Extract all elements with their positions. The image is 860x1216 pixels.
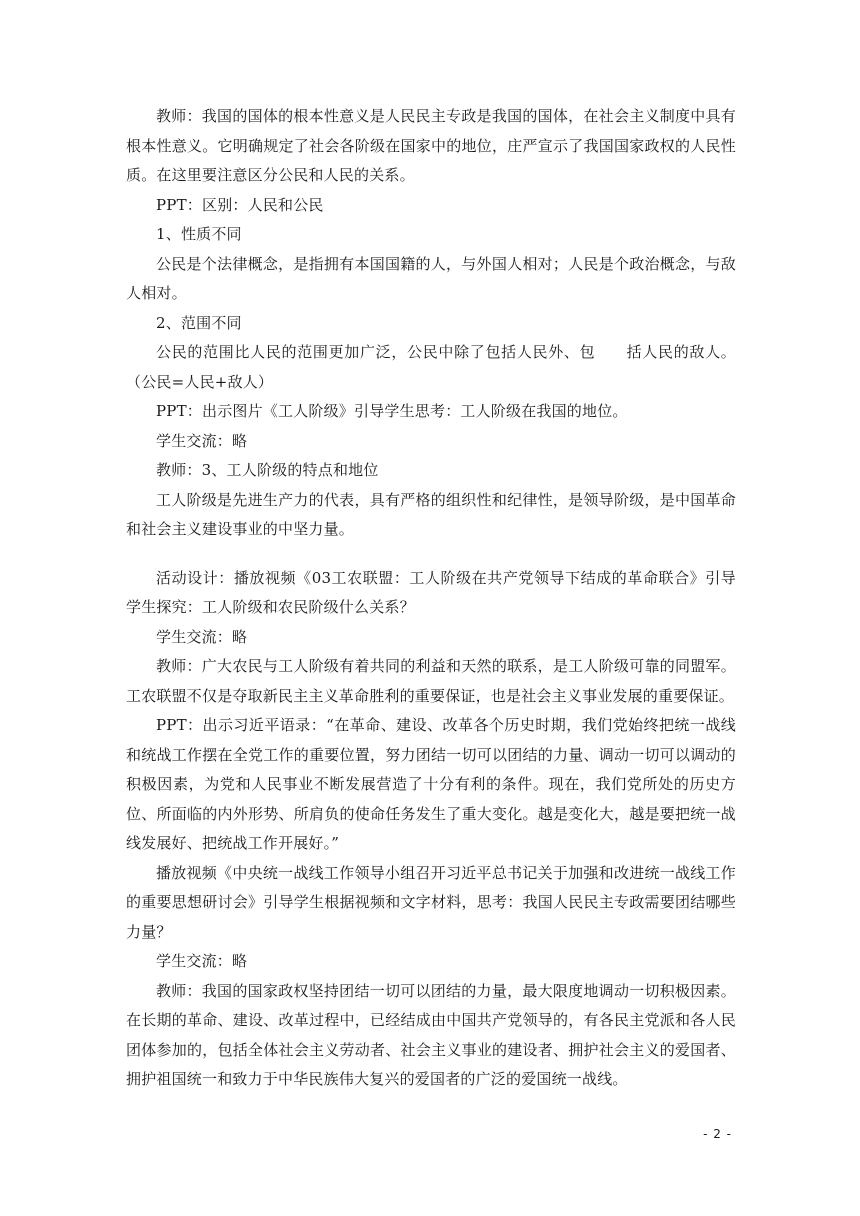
paragraph-ppt-working-class-image: PPT：出示图片《工人阶级》引导学生思考：工人阶级在我国的地位。 (156, 402, 628, 420)
paragraph-student-exchange: 学生交流：略 (156, 952, 248, 970)
paragraph-teacher-alliance: 教师：广大农民与工人阶级有着共同的利益和天然的联系，是工人阶级可靠的同盟军。工农联盟不仅是夺取新民主主义革命胜利的重要保证，也是社会主义事业发展的重要保证。 (126, 657, 736, 705)
paragraph-activity-design: 活动设计：播放视频《03工农联盟：工人阶级在共产党领导下结成的革命联合》引导学生探究：工人阶级和农民阶级什么关系？ (126, 568, 736, 616)
paragraph-student-exchange: 学生交流：略 (156, 431, 248, 450)
paragraph-student-exchange: 学生交流：略 (156, 627, 248, 646)
paragraph-gap (126, 545, 736, 564)
paragraph-teacher-united-front: 教师：我国的国家政权坚持团结一切可以团结的力量，最大限度地调动一切积极因素。在长期的革命、建设、改革过程中，已经结成由中国共产党领导的，有各民主党派和各人民团体参加的，包括全体社会主义劳动者、社会主义事业的建设者、拥护社会主义的爱国者、拥护祖国统一和致力于中华民族伟大复兴的爱国者的广泛的爱国统一战线。 (126, 981, 736, 1088)
paragraph-citizen-definition: 公民是个法律概念，是指拥有本国国籍的人，与外国人相对；人民是个政治概念，与敌人相对。 (126, 254, 736, 302)
paragraph-ppt-difference: PPT：区别：人民和公民 (156, 195, 324, 214)
paragraph-heading-nature: 1、性质不同 (156, 225, 242, 243)
paragraph-video-united-front: 播放视频《中央统一战线工作领导小组召开习近平总书记关于加强和改进统一战线工作的重要思想研讨会》引导学生根据视频和文字材料，思考：我国人民民主专政需要团结哪些力量？ (126, 863, 736, 941)
paragraph-teacher-state-nature: 教师：我国的国体的根本性意义是人民民主专政是我国的国体，在社会主义制度中具有根本性意义。它明确规定了社会各阶级在国家中的地位，庄严宣示了我国国家政权的人民性质。在这里要注意区分公民和人民的关系。 (126, 107, 736, 184)
paragraph-working-class-features: 工人阶级是先进生产力的代表，具有严格的组织性和纪律性，是领导阶级，是中国革命和社会主义建设事业的中坚力量。 (126, 490, 736, 538)
paragraph-teacher-working-class: 教师：3、工人阶级的特点和地位 (156, 461, 379, 479)
paragraph-citizen-scope: 公民的范围比人民的范围更加广泛，公民中除了包括人民外、包 括人民的敌人。（公民=人民+敌人） (126, 343, 736, 391)
page-number: - 2 - (703, 1127, 732, 1141)
paragraph-ppt-quote: PPT：出示习近平语录：“在革命、建设、改革各个历史时期，我们党始终把统一战线和统战工作摆在全党工作的重要位置，努力团结一切可以团结的力量、调动一切可以调动的积极因素，为党和人民事业不断发展营造了十分有利的条件。现在，我们党所处的历史方位、所面临的内外形势、所肩负的使命任务发生了重大变化。越是变化大，越是要把统一战线发展好、把统战工作开展好。” (126, 716, 736, 852)
document-body (126, 102, 736, 1095)
paragraph-heading-scope: 2、范围不同 (156, 313, 242, 332)
